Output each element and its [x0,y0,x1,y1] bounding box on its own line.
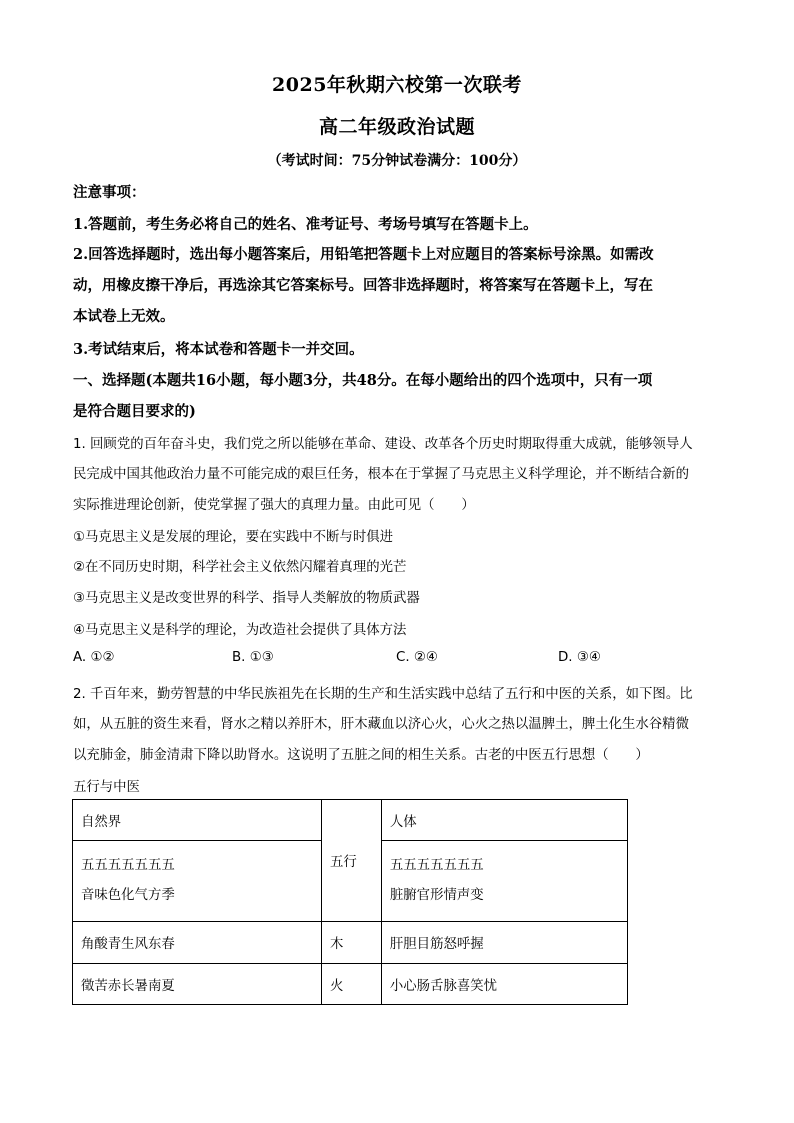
table-row [73,964,628,1005]
q1-stem-line-2: 民完成中国其他政治力量不可能完成的艰巨任务，根本在于掌握了马克思主义科学理论，并不断结合新的 [73,467,689,482]
header-body: 人体 [381,800,627,841]
note-item-2-line-1: 2.回答选择题时，选出每小题答案后，用铅笔把答题卡上对应题目的答案标号涂黑。如需改 [73,246,654,263]
fire-element-cell: 火 [322,964,382,1005]
q1-statement-3: ③马克思主义是改变世界的科学、指导人类解放的物质武器 [73,591,420,606]
table-row [73,922,628,964]
q2-stem-line-2: 如，从五脏的资生来看，肾水之精以养肝木，肝木藏血以济心火，心火之热以温脾土，脾土化生水谷精微 [73,717,689,732]
notes-heading: 注意事项： [73,184,146,201]
header-nature: 自然界 [73,800,322,841]
note-item-2-line-3: 本试卷上无效。 [73,308,175,325]
note-item-3: 3.考试结束后，将本试卷和答题卡一并交回。 [73,341,364,358]
nature-categories-line-1: 五五五五五五五 [81,858,175,873]
table-caption: 五行与中医 [73,780,140,795]
q1-stem-line-3: 实际推进理论创新，使党掌握了强大的真理力量。由此可见（ ） [73,498,475,513]
note-item-1: 1.答题前，考生务必将自己的姓名、准考证号、考场号填写在答题卡上。 [73,216,538,233]
exam-title: 2025年秋期六校第一次联考 [272,74,522,96]
q1-option-d: D. ③④ [558,650,601,665]
header-wuxing: 五行 [322,800,382,922]
q1-statement-1: ①马克思主义是发展的理论，要在实践中不断与时俱进 [73,530,393,545]
wood-element-cell: 木 [322,922,382,964]
table-row [73,800,628,841]
body-categories-cell [381,841,627,922]
nature-categories-cell [73,841,322,922]
fire-body-cell: 小心肠舌脉喜笑忧 [381,964,627,1005]
fire-nature-cell: 徵苦赤长暑南夏 [73,964,322,1005]
exam-info: （考试时间：75分钟试卷满分：100分） [267,153,527,169]
q1-stem-line-1: 1. 回顾党的百年奋斗史，我们党之所以能够在革命、建设、改革各个历史时期取得重大成就，能够领导人 [73,437,693,452]
note-item-2-line-2: 动，用橡皮擦干净后，再选涂其它答案标号。回答非选择题时，将答案写在答题卡上，写在 [73,277,653,294]
section-heading-line-2: 是符合题目要求的) [73,403,196,420]
body-categories-line-1: 五五五五五五五 [389,858,484,873]
body-categories-line-2: 脏腑官形情声变 [389,888,484,903]
q1-option-c: C. ②④ [396,650,438,665]
q1-statement-2: ②在不同历史时期，科学社会主义依然闪耀着真理的光芒 [73,560,407,575]
q2-stem-line-3: 以充肺金，肺金清肃下降以助肾水。这说明了五脏之间的相生关系。古老的中医五行思想（ ） [73,748,649,763]
q1-statement-4: ④马克思主义是科学的理论，为改造社会提供了具体方法 [73,623,407,638]
exam-subtitle: 高二年级政治试题 [318,116,475,138]
q1-option-b: B. ①③ [232,650,274,665]
nature-categories-line-2: 音味色化气方季 [81,888,175,903]
section-heading-line-1: 一、选择题(本题共16小题，每小题3分，共48分。在每小题给出的四个选项中，只有一项 [73,372,653,389]
q1-option-a: A. ①② [73,650,115,665]
wood-body-cell: 肝胆目筋怒呼握 [381,922,627,964]
wuxing-table [72,799,628,1005]
q2-stem-line-1: 2. 千百年来，勤劳智慧的中华民族祖先在长期的生产和生活实践中总结了五行和中医的关系，如下图。比 [73,687,693,702]
wood-nature-cell: 角酸青生风东春 [73,922,322,964]
